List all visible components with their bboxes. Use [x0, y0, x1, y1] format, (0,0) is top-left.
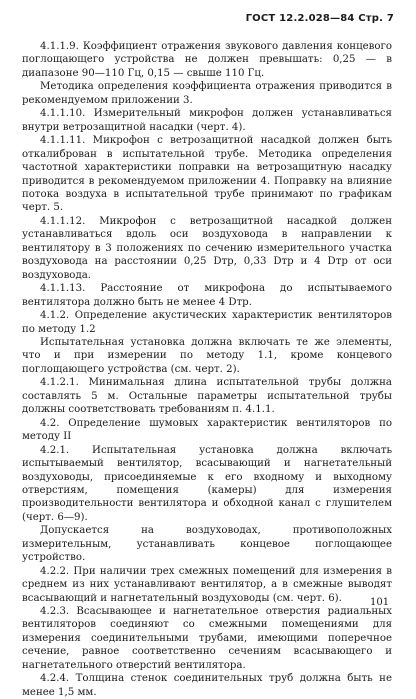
- paragraph-4-1-2-1: 4.1.2.1. Минимальная длина испытательной трубы должна составлять 5 м. Остальные параметры испытательной трубы должны соответствовать требованиям п. 4.1.1.: [22, 377, 392, 416]
- paragraph-4-1-2: 4.1.2. Определение акустических характеристик вентиляторов по методу 1.2: [22, 310, 392, 335]
- page-number: 101: [370, 597, 390, 608]
- paragraph-4-2-1: 4.2.1. Испытательная установка должна включать испытываемый вентилятор, всасывающий и нагнетательный воздуховоды, присоединяемые к его входному и выходному отверстиям, помещения (камеры) для измерения производительности вентилятора и обходной канал с глушителем (черт. 6—9).: [22, 444, 392, 523]
- paragraph-permitted-absorber: Допускается на воздуховодах, противоположных измерительным, устанавливать концевое поглощающее устройство.: [22, 525, 392, 564]
- paragraph-4-1-1-11: 4.1.1.11. Микрофон с ветрозащитной насадкой должен быть откалиброван в испытательной трубе. Методика определения частотной характеристики поправки на ветрозащитную насадку приводится в рекомендуемом приложении 4. Поправку на влияние потока воздуха в испытательной трубе принимают по графикам черт. 5.: [22, 135, 392, 214]
- paragraph-4-2-3: 4.2.3. Всасывающее и нагнетательное отверстия радиальных вентиляторов соединяют со смежными помещениями для измерения соединительными трубами, имеющими поперечное сечение, равное соответственно сечениям всасывающего и нагнетательного отверстий вентилятора.: [22, 606, 392, 671]
- page-header: ГОСТ 12.2.028—84 Стр. 7: [245, 13, 394, 24]
- paragraph-4-1-1-13: 4.1.1.13. Расстояние от микрофона до испытываемого вентилятора должно быть не менее 4 Dтр.: [22, 283, 392, 308]
- paragraph-4-2: 4.2. Определение шумовых характеристик вентиляторов по методу II: [22, 417, 392, 443]
- paragraph-4-2-2: 4.2.2. При наличии трех смежных помещений для измерения в среднем из них устанавливают вентилятор, а в смежные выводят всасывающий и нагнетательный воздуховоды (см. черт. 6).: [22, 565, 392, 604]
- paragraph-test-setup-1-2: Испытательная установка должна включать те же элементы, что и при измерении по методу 1.1, кроме концевого поглощающего устройства (см. черт. 2).: [22, 336, 392, 375]
- paragraph-4-2-4: 4.2.4. Толщина стенок соединительных труб должна быть не менее 1,5 мм.: [22, 673, 392, 698]
- paragraph-4-1-1-9: 4.1.1.9. Коэффициент отражения звукового давления концевого поглощающего устройства не должен превышать: 0,25 — в диапазоне 90—110 Гц, 0,15 — свыше 110 Гц.: [22, 41, 392, 79]
- paragraph-4-1-1-10: 4.1.1.10. Измерительный микрофон должен устанавливаться внутри ветрозащитной насадки (черт. 4).: [22, 108, 392, 133]
- paragraph-methodology-reflection: Методика определения коэффициента отражения приводится в рекомендуемом приложении 3.: [22, 81, 392, 106]
- document-body: [22, 40, 392, 699]
- paragraph-4-1-1-12: 4.1.1.12. Микрофон с ветрозащитной насадкой должен устанавливаться вдоль оси воздуховода в направлении к вентилятору в 3 положениях по сечению измерительного участка воздуховода на расстоянии 0,25 Dтр, 0,33 Dтр и 4 Dтр от оси воздуховода.: [22, 215, 392, 281]
